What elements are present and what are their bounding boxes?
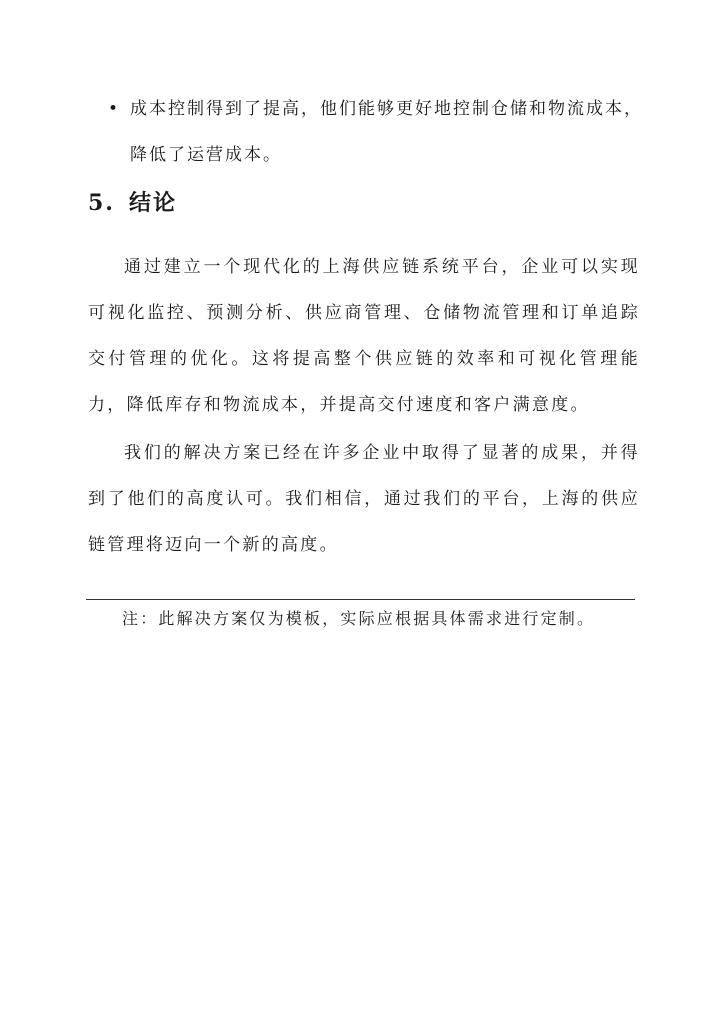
paragraph-conclusion-2: 我们的解决方案已经在许多企业中取得了显著的成果，并得到了他们的高度认可。我们相信，通过我们的平台，上海的供应链管理将迈向一个新的高度。 (88, 443, 640, 555)
section-heading (88, 186, 177, 217)
section-title: 结论 (128, 190, 177, 216)
paragraph-conclusion-1: 通过建立一个现代化的上海供应链系统平台，企业可以实现可视化监控、预测分析、供应商管理、仓储物流管理和订单追踪交付管理的优化。这将提高整个供应链的效率和可视化管理能力，降低库存和物流成本，并提高交付速度和客户满意度。 (88, 257, 640, 415)
bullet-item (108, 86, 648, 178)
section-number: 5. (88, 190, 115, 216)
footnote: 注：此解决方案仅为模板，实际应根据具体需求进行定制。 (122, 609, 596, 628)
bullet-marker: • (108, 99, 121, 119)
footnote-divider (86, 599, 635, 600)
bullet-text: 成本控制得到了提高，他们能够更好地控制仓储和物流成本，降低了运营成本。 (130, 99, 643, 165)
